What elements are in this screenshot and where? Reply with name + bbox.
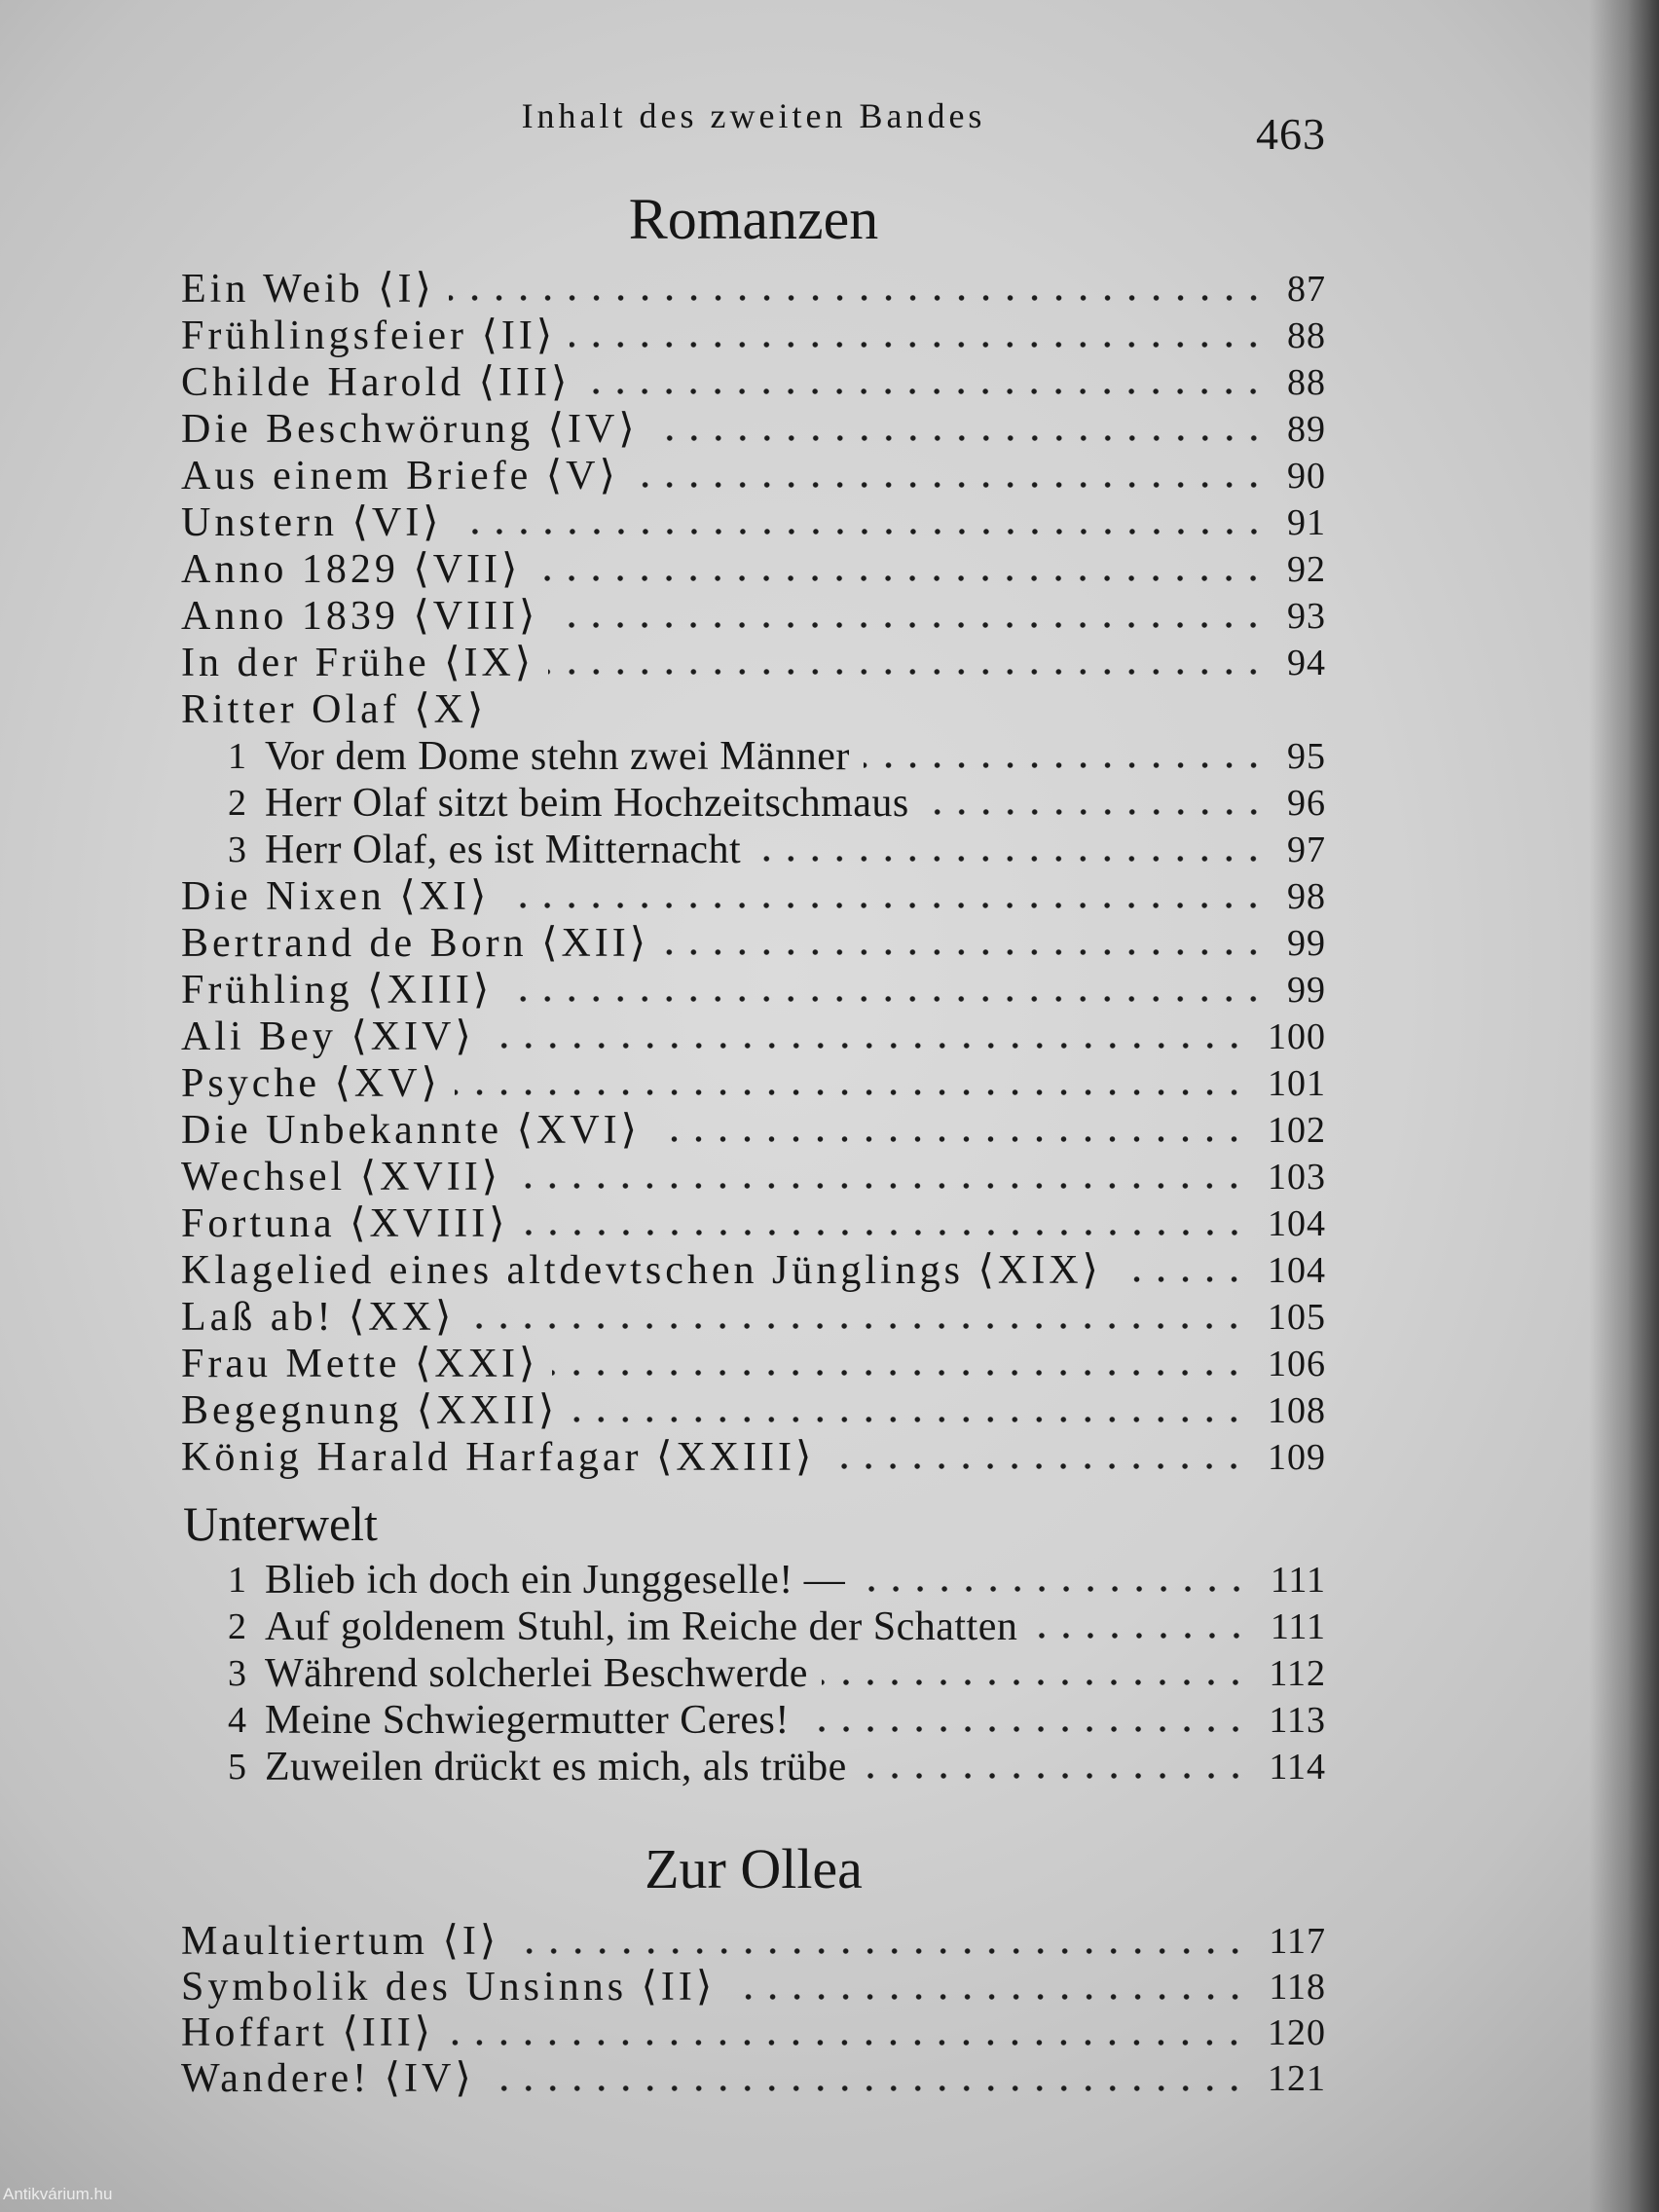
entry-title: Wandere! ⟨IV⟩ — [181, 2056, 475, 2101]
entry-title: Frau Mette ⟨XXI⟩ — [181, 1342, 539, 1386]
dot-leader — [570, 313, 1266, 359]
entry-title: Ein Weib ⟨I⟩ — [181, 267, 435, 312]
toc-entry — [181, 359, 1326, 406]
entry-page-number: 108 — [1268, 1390, 1326, 1431]
watermark: Antikvárium.hu — [3, 2185, 113, 2203]
entry-part-number: 3 — [228, 830, 246, 870]
entry-page-number: 89 — [1287, 409, 1326, 450]
entry-page-number: 94 — [1287, 643, 1326, 683]
dot-leader — [455, 1060, 1246, 1107]
dot-leader — [829, 1434, 1246, 1481]
section-heading-romanzen: Romanzen — [628, 187, 879, 251]
entry-title: Auf goldenem Stuhl, im Reiche der Schatten — [265, 1604, 1018, 1649]
toc-entry — [181, 1247, 1326, 1294]
toc-entry — [181, 1014, 1326, 1060]
entry-page-number: 113 — [1269, 1700, 1326, 1741]
dot-leader — [489, 2056, 1246, 2102]
toc-entry — [181, 1154, 1326, 1200]
entry-part-number: 2 — [228, 783, 246, 824]
toc-entry — [181, 1107, 1326, 1154]
folio-page-number: 463 — [1256, 109, 1326, 159]
entry-page-number: 88 — [1287, 362, 1326, 403]
toc-entry-group-title — [181, 686, 1326, 733]
entry-page-number: 121 — [1268, 2058, 1326, 2099]
dot-leader — [523, 1200, 1246, 1247]
section-heading-zur-ollea: Zur Ollea — [645, 1837, 863, 1900]
entry-title: Ritter Olaf ⟨X⟩ — [181, 687, 488, 732]
entry-title: Begegnung ⟨XXII⟩ — [181, 1388, 559, 1433]
dot-leader — [506, 967, 1266, 1014]
toc-entry — [181, 1434, 1326, 1481]
entry-page-number: 104 — [1268, 1203, 1326, 1244]
entry-title: Wechsel ⟨XVII⟩ — [181, 1155, 502, 1199]
dot-leader — [515, 1154, 1246, 1200]
entry-page-number: 106 — [1268, 1344, 1326, 1384]
dot-leader — [552, 593, 1266, 640]
entry-title: Die Beschwörung ⟨IV⟩ — [181, 407, 639, 452]
entry-title: Während solcherlei Beschwerde — [265, 1651, 808, 1696]
entry-title: In der Frühe ⟨IX⟩ — [181, 641, 535, 685]
entry-title: Frühlingsfeier ⟨II⟩ — [181, 313, 557, 358]
dot-leader — [457, 499, 1266, 546]
toc-list-unterwelt — [181, 1557, 1326, 1790]
entry-page-number: 97 — [1287, 830, 1326, 870]
entry-page-number: 100 — [1268, 1016, 1326, 1057]
entry-title: Anno 1839 ⟨VIII⟩ — [181, 594, 539, 639]
toc-entry — [181, 2010, 1326, 2056]
entry-page-number: 102 — [1268, 1110, 1326, 1151]
toc-entry — [181, 1965, 1326, 2010]
toc-entry — [181, 2056, 1326, 2102]
dot-leader — [1031, 1604, 1248, 1650]
entry-page-number: 120 — [1268, 2012, 1326, 2053]
entry-page-number: 98 — [1287, 876, 1326, 917]
entry-page-number: 87 — [1287, 269, 1326, 310]
entry-title: Laß ab! ⟨XX⟩ — [181, 1295, 456, 1340]
dot-leader — [548, 640, 1266, 686]
entry-page-number: 105 — [1268, 1297, 1326, 1338]
entry-page-number: 99 — [1287, 970, 1326, 1011]
toc-list-romanzen — [181, 266, 1326, 1481]
entry-title: Herr Olaf sitzt beim Hochzeitschmaus — [265, 781, 909, 826]
dot-leader — [864, 733, 1266, 780]
entry-page-number: 109 — [1268, 1437, 1326, 1478]
toc-entry — [181, 967, 1326, 1014]
entry-part-number: 5 — [228, 1747, 246, 1788]
entry-part-number: 3 — [228, 1653, 246, 1694]
entry-page-number: 112 — [1269, 1653, 1326, 1694]
toc-list-zur-ollea — [181, 1919, 1326, 2102]
toc-entry — [181, 313, 1326, 359]
entry-title: Meine Schwiegermutter Ceres! — [265, 1698, 790, 1743]
toc-entry — [181, 873, 1326, 920]
toc-entry — [181, 640, 1326, 686]
entry-title: Ali Bey ⟨XIV⟩ — [181, 1014, 475, 1059]
entry-page-number: 111 — [1270, 1560, 1326, 1601]
dot-leader — [552, 1341, 1246, 1387]
toc-subentry — [181, 1604, 1326, 1650]
entry-title: Maultiertum ⟨I⟩ — [181, 1919, 500, 1964]
toc-entry — [181, 1341, 1326, 1387]
dot-leader — [448, 2010, 1246, 2056]
page-edge-shadow — [1589, 0, 1659, 2212]
toc-entry — [181, 499, 1326, 546]
entry-title: Herr Olaf, es ist Mitternacht — [265, 828, 742, 872]
entry-part-number: 1 — [228, 736, 246, 777]
entry-page-number: 111 — [1270, 1606, 1326, 1647]
entry-title: Symbolik des Unsinns ⟨II⟩ — [181, 1965, 717, 2009]
dot-leader — [861, 1744, 1248, 1790]
toc-subentry — [181, 1650, 1326, 1697]
dot-leader — [571, 1387, 1246, 1434]
entry-part-number: 2 — [228, 1606, 246, 1647]
entry-title: Psyche ⟨XV⟩ — [181, 1061, 441, 1106]
dot-leader — [449, 266, 1266, 313]
toc-subentry — [181, 1744, 1326, 1790]
toc-entry — [181, 406, 1326, 453]
entry-page-number: 90 — [1287, 456, 1326, 497]
entry-page-number: 114 — [1269, 1747, 1326, 1788]
dot-leader — [654, 1107, 1246, 1154]
entry-page-number: 91 — [1287, 502, 1326, 543]
entry-part-number: 1 — [228, 1560, 246, 1601]
entry-title: Childe Harold ⟨III⟩ — [181, 360, 571, 405]
dot-leader — [729, 1965, 1247, 2010]
toc-entry — [181, 593, 1326, 640]
toc-entry — [181, 453, 1326, 499]
entry-title: Die Unbekannte ⟨XVI⟩ — [181, 1108, 641, 1153]
entry-title: Frühling ⟨XIII⟩ — [181, 968, 494, 1013]
dot-leader — [652, 406, 1266, 453]
entry-title: Unstern ⟨VI⟩ — [181, 500, 443, 545]
entry-title: Zuweilen drückt es mich, als trübe — [265, 1745, 847, 1789]
dot-leader — [503, 873, 1266, 920]
dot-leader — [1116, 1247, 1246, 1294]
entry-title: Anno 1829 ⟨VII⟩ — [181, 547, 522, 592]
entry-page-number: 118 — [1269, 1967, 1326, 2008]
entry-title: Klagelied eines altdevtschen Jünglings ⟨XIX⟩ — [181, 1248, 1102, 1293]
entry-part-number: 4 — [228, 1700, 246, 1741]
toc-entry — [181, 546, 1326, 593]
entry-title: Blieb ich doch ein Junggeselle! — — [265, 1558, 846, 1603]
entry-page-number: 93 — [1287, 596, 1326, 637]
toc-subentry — [181, 733, 1326, 780]
book-page — [181, 0, 1326, 2212]
dot-leader — [663, 920, 1266, 967]
toc-entry — [181, 1294, 1326, 1341]
toc-entry — [181, 1387, 1326, 1434]
entry-page-number: 95 — [1287, 736, 1326, 777]
dot-leader — [859, 1557, 1249, 1604]
entry-page-number: 92 — [1287, 549, 1326, 590]
dot-leader — [513, 1919, 1247, 1965]
subsection-heading-unterwelt: Unterwelt — [183, 1496, 378, 1551]
entry-title: Vor dem Dome stehn zwei Männer — [265, 734, 850, 779]
entry-page-number: 103 — [1268, 1157, 1326, 1198]
dot-leader — [633, 453, 1266, 499]
toc-entry — [181, 920, 1326, 967]
entry-title: Aus einem Briefe ⟨V⟩ — [181, 454, 619, 498]
entry-page-number: 117 — [1269, 1921, 1326, 1962]
dot-leader — [803, 1697, 1248, 1744]
entry-page-number: 101 — [1268, 1063, 1326, 1104]
entry-page-number: 96 — [1287, 783, 1326, 824]
toc-entry — [181, 266, 1326, 313]
entry-page-number: 88 — [1287, 315, 1326, 356]
entry-title: Hoffart ⟨III⟩ — [181, 2010, 435, 2055]
entry-title: Die Nixen ⟨XI⟩ — [181, 874, 491, 919]
dot-leader — [468, 1294, 1246, 1341]
toc-subentry — [181, 827, 1326, 873]
entry-title: König Harald Harfagar ⟨XXIII⟩ — [181, 1435, 816, 1480]
dot-leader — [535, 546, 1266, 593]
dot-leader — [489, 1014, 1246, 1060]
dot-leader — [822, 1650, 1247, 1697]
dot-leader — [923, 780, 1266, 827]
toc-subentry — [181, 1697, 1326, 1744]
toc-entry — [181, 1919, 1326, 1965]
dot-leader — [755, 827, 1266, 873]
toc-subentry — [181, 780, 1326, 827]
toc-entry — [181, 1200, 1326, 1247]
dot-leader — [584, 359, 1266, 406]
toc-entry — [181, 1060, 1326, 1107]
entry-title: Fortuna ⟨XVIII⟩ — [181, 1201, 509, 1246]
toc-subentry — [181, 1557, 1326, 1604]
entry-title: Bertrand de Born ⟨XII⟩ — [181, 921, 650, 966]
entry-page-number: 104 — [1268, 1250, 1326, 1291]
running-title: Inhalt des zweiten Bandes — [521, 96, 986, 135]
entry-page-number: 99 — [1287, 923, 1326, 964]
